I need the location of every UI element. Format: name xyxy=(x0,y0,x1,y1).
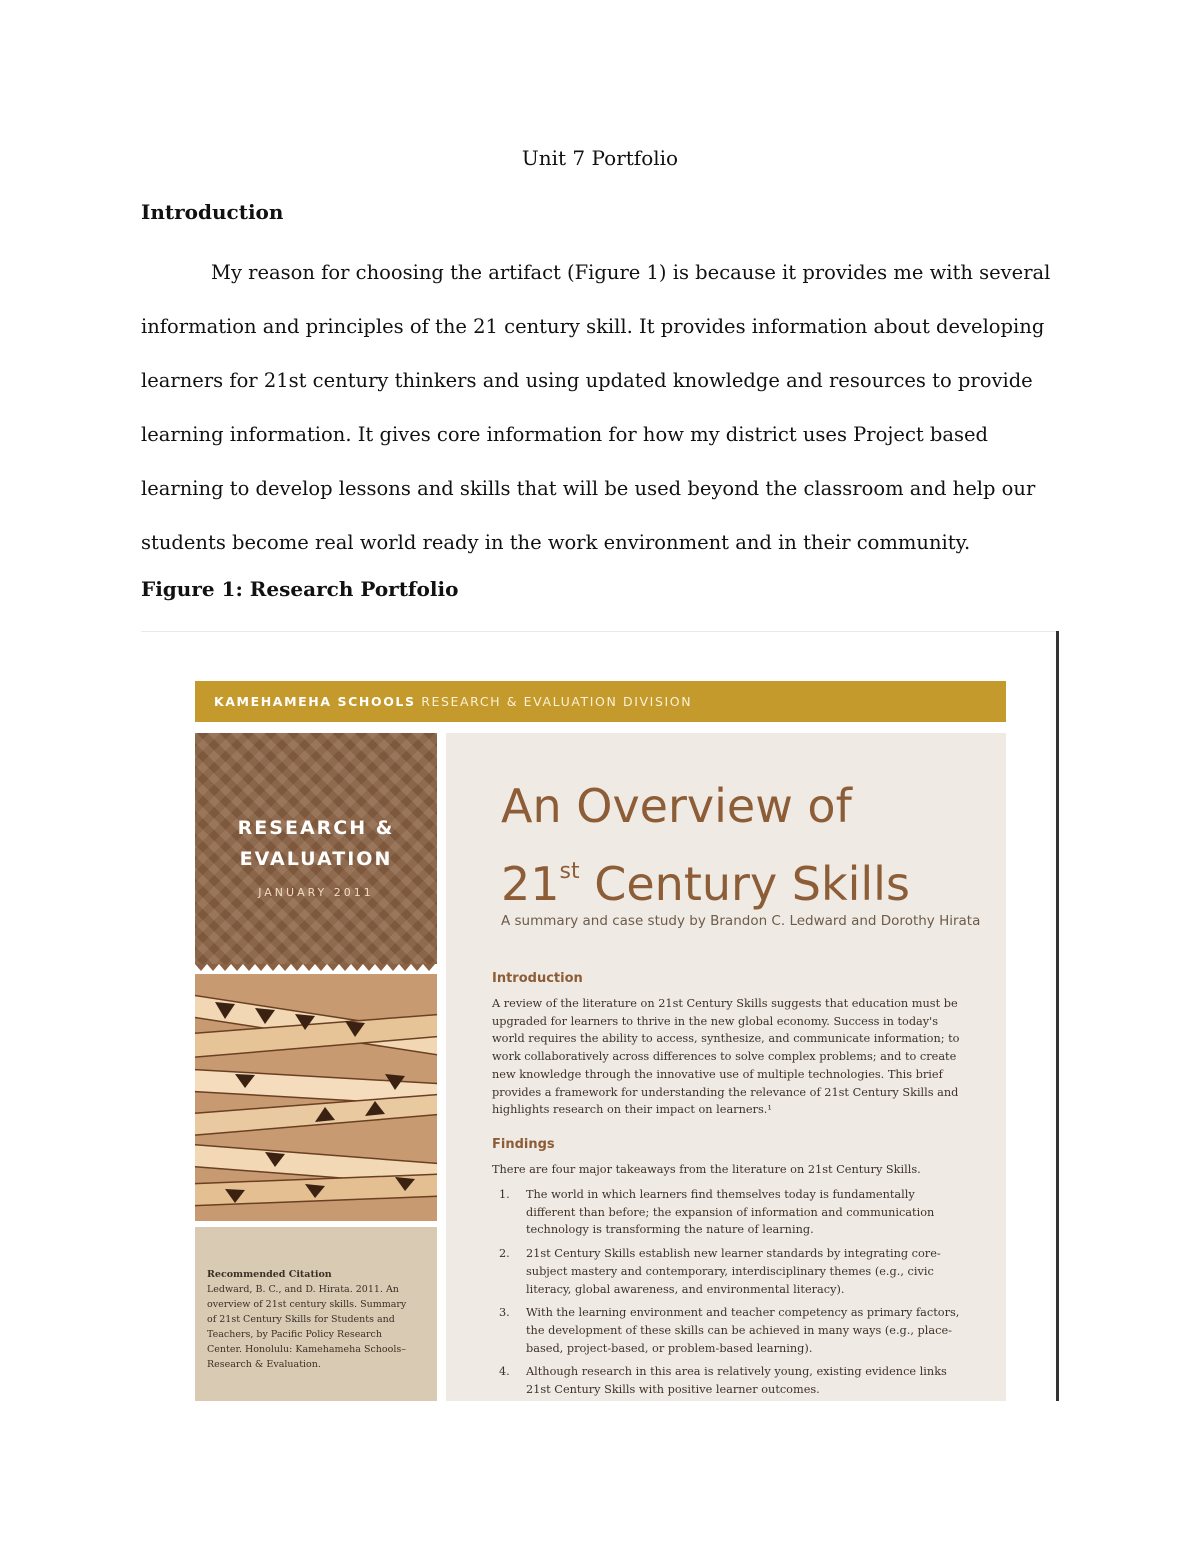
section-heading-introduction: Introduction xyxy=(141,200,284,224)
report-main-panel xyxy=(446,733,1006,1401)
cover-date: JANUARY 2011 xyxy=(258,886,374,899)
page-title: Unit 7 Portfolio xyxy=(521,146,679,170)
finding-item xyxy=(492,1304,962,1357)
findings-list xyxy=(492,1186,962,1405)
figure-right-border xyxy=(1056,631,1059,1401)
finding-number: 2. xyxy=(499,1247,510,1261)
introduction-text: My reason for choosing the artifact (Figure 1) is because it provides me with several information and principles of the 21 century skill. It provides information about developing learners for 21st century thinkers and using updated knowledge and resources to provide learning information. It gives core information for how my district uses Project based learning to develop lessons and skills that will be used beyond the classroom and help our students become real world ready in the work environment and in their community. xyxy=(141,261,1051,554)
figure-caption: Figure 1: Research Portfolio xyxy=(141,577,459,601)
citation-text-block xyxy=(207,1267,407,1372)
report-title-line2 xyxy=(501,839,981,917)
report-title-line1: An Overview of xyxy=(501,779,852,833)
report-findings-intro: There are four major takeaways from the literature on 21st Century Skills. xyxy=(492,1163,921,1176)
report-findings-heading: Findings xyxy=(492,1137,555,1152)
citation-panel xyxy=(195,1227,437,1401)
finding-text: 21st Century Skills establish new learner standards by integrating core-subject mastery and contemporary, interdisciplinary themes (e.g., civic literacy, global awareness, and environmental literacy). xyxy=(526,1247,941,1296)
report-cover-block xyxy=(195,733,437,969)
finding-number: 1. xyxy=(499,1188,510,1201)
report-intro-heading: Introduction xyxy=(492,971,583,986)
citation-text: Ledward, B. C., and D. Hirata. 2011. An overview of 21st century skills. Summary of 21st Century Skills for Students and Teachers, by Pacific Policy Research Center. Honolulu: Kamehameha Schools–Research & Evaluation. xyxy=(207,1284,407,1370)
finding-text: With the learning environment and teacher competency as primary factors, the development of these skills can be achieved in many ways (e.g., place-based, project-based, or problem-based learning). xyxy=(526,1306,960,1355)
cover-title xyxy=(195,813,437,875)
report-title-suffix-sup: st xyxy=(559,859,580,884)
report-title-number: 21 xyxy=(501,857,560,911)
finding-item xyxy=(492,1186,962,1239)
finding-number: 3. xyxy=(499,1306,510,1320)
banner-division: RESEARCH & EVALUATION DIVISION xyxy=(421,694,693,709)
figure-top-border xyxy=(141,631,1057,632)
report-banner xyxy=(195,681,1006,722)
citation-label: Recommended Citation xyxy=(207,1269,332,1280)
finding-text: The world in which learners find themselves today is fundamentally different than before; the expansion of information and communication technology is transforming the nature of learning. xyxy=(526,1188,935,1237)
finding-item xyxy=(492,1363,962,1398)
carved-sticks-photo xyxy=(195,974,437,1221)
banner-org: KAMEHAMEHA SCHOOLS xyxy=(214,694,416,709)
report-title xyxy=(501,773,981,917)
figure-report-image xyxy=(195,681,1006,1401)
report-subtitle: A summary and case study by Brandon C. Ledward and Dorothy Hirata xyxy=(501,913,981,929)
cover-title-line1: RESEARCH & xyxy=(237,817,395,839)
finding-item xyxy=(492,1245,962,1298)
finding-number: 4. xyxy=(499,1365,510,1379)
report-title-rest: Century Skills xyxy=(579,857,910,911)
report-intro-text: A review of the literature on 21st Century Skills suggests that education must be upgraded for learners to thrive in the new global economy. Success in today's world requires the ability to access, synthesize, and communicate information; to work collaboratively across differences to solve complex problems; and to create new knowledge through the innovative use of multiple technologies. This brief provides a framework for understanding the relevance of 21st Century Skills and highlights research on their impact on learners.¹ xyxy=(492,997,960,1117)
introduction-paragraph xyxy=(141,246,1076,570)
cover-title-line2: EVALUATION xyxy=(239,848,393,870)
finding-text: Although research in this area is relatively young, existing evidence links 21st Century Skills with positive learner outcomes. xyxy=(526,1365,947,1397)
